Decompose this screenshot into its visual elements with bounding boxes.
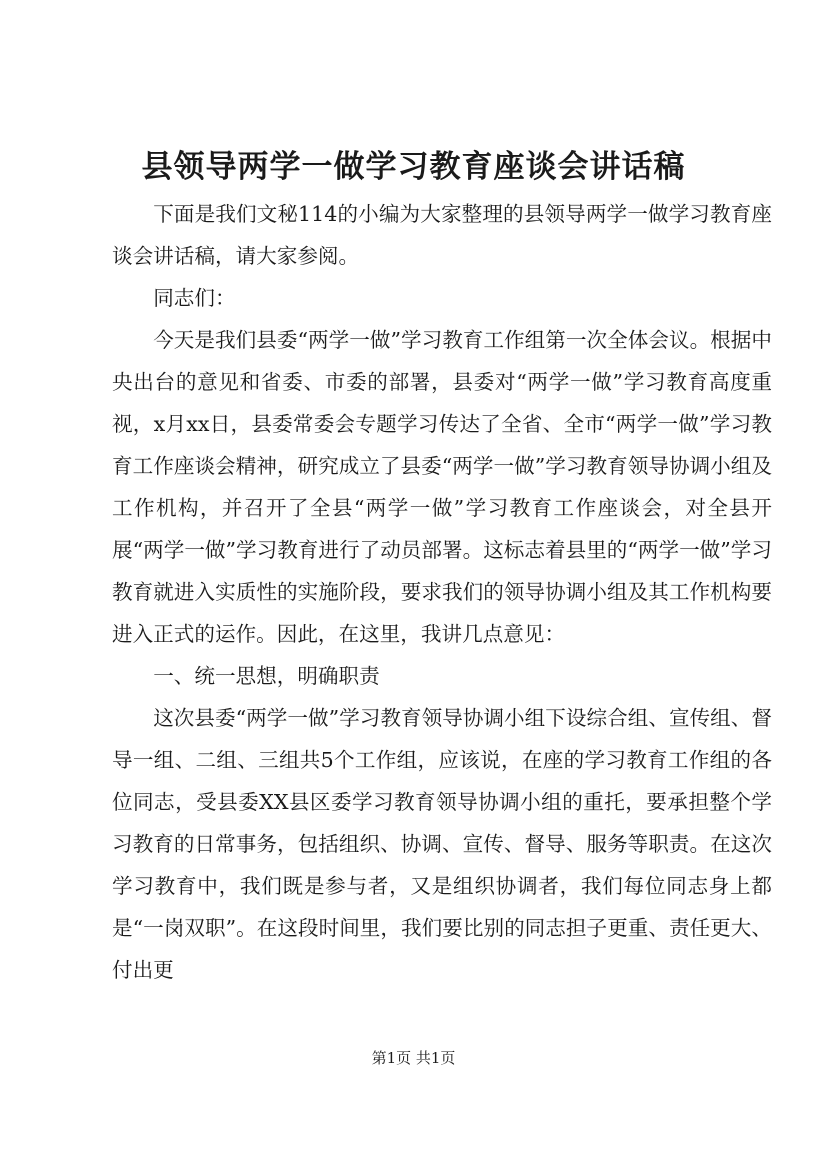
salutation-paragraph: 同志们： (153, 286, 236, 310)
body-paragraph: 这次县委“两学一做”学习教育领导协调小组下设综合组、宣传组、督导一组、二组、三组共5个工作组，应该说，在座的学习教育工作组的各位同志，受县委XX县区委学习教育领导协调小组的重托，要承担整个学习教育的日常事务，包括组织、协调、宣传、督导、服务等职责。在这次学习教育中，我们既是参与者，又是组织协调者，我们每位同志身上都是“一岗双职”。在这段时间里，我们要比别的同志担子更重、责任更大、付出更 (112, 706, 772, 982)
body-paragraph: 今天是我们县委“两学一做”学习教育工作组第一次全体会议。根据中央出台的意见和省委、市委的部署，县委对“两学一做”学习教育高度重视，x月xx日，县委常委会专题学习传达了全省、全市“两学一做”学习教育工作座谈会精神，研究成立了县委“两学一做”学习教育领导协调小组及工作机构，并召开了全县“两学一做”学习教育工作座谈会，对全县开展“两学一做”学习教育进行了动员部署。这标志着县里的“两学一做”学习教育就进入实质性的实施阶段，要求我们的领导协调小组及其工作机构要进入正式的运作。因此，在这里，我讲几点意见： (112, 328, 772, 646)
intro-paragraph: 下面是我们文秘114的小编为大家整理的县领导两学一做学习教育座谈会讲话稿，请大家参阅。 (112, 202, 772, 268)
page-number-footer: 第1页 共1页 (371, 1049, 456, 1067)
section-heading: 一、统一思想，明确职责 (153, 664, 380, 688)
document-title: 县领导两学一做学习教育座谈会讲话稿 (141, 149, 686, 185)
document-body (112, 193, 772, 991)
